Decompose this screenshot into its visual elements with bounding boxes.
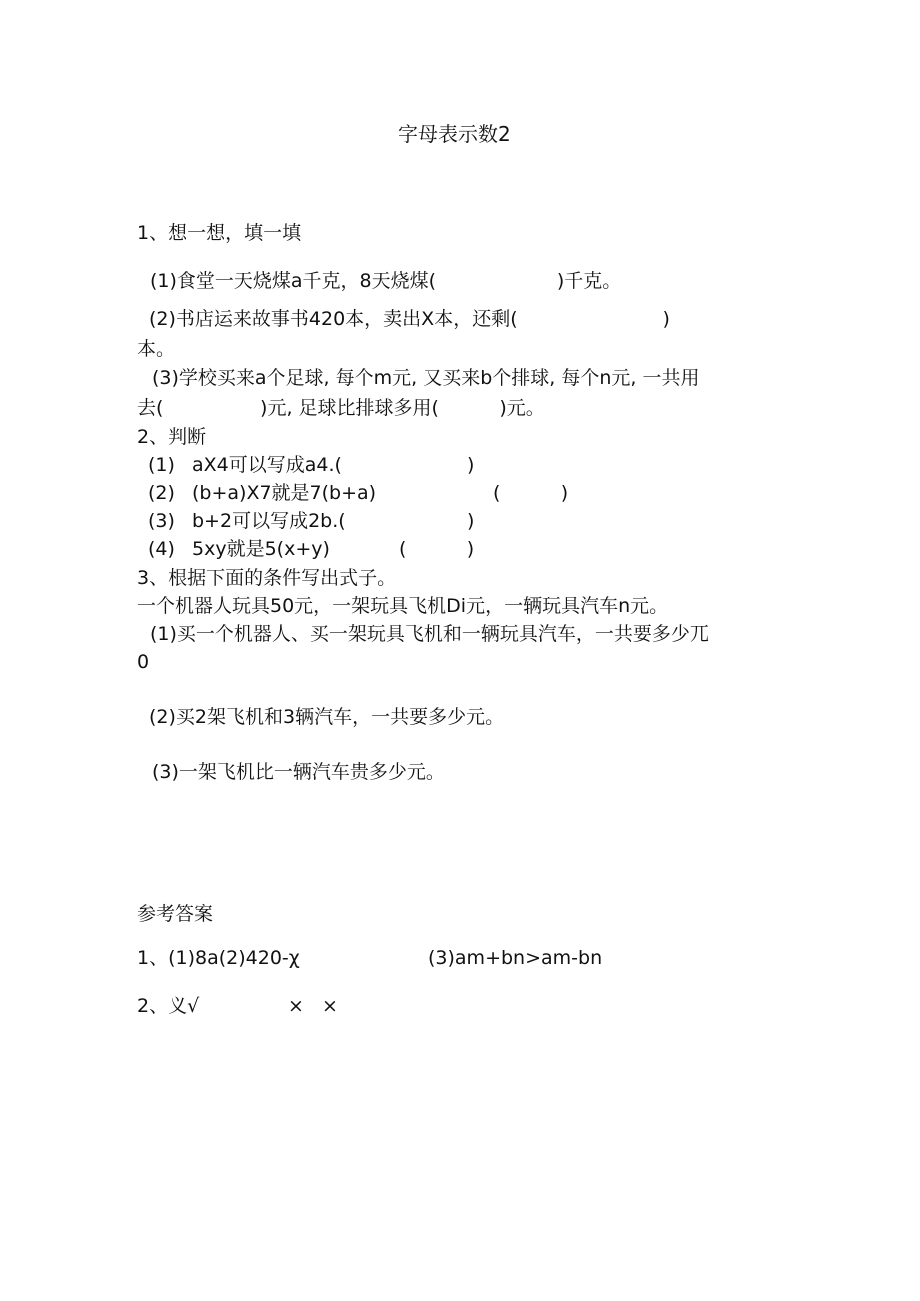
section1-q2-line1: (2)书店运来故事书420本，卖出X本，还剩( ) bbox=[149, 308, 670, 330]
section2-heading: 2、判断 bbox=[137, 426, 207, 448]
judge-item-2-paren: ( ) bbox=[493, 482, 569, 504]
section1-q1: (1)食堂一天烧煤a千克，8天烧煤( )千克。 bbox=[150, 270, 622, 292]
page-title: 字母表示数2 bbox=[398, 122, 511, 146]
judge-item-1-text: aX4可以写成a4.( bbox=[192, 454, 342, 476]
judge-item-3-text: b+2可以写成2b.( bbox=[192, 510, 346, 532]
judge-item-4-text: 5xy就是5(x+y) bbox=[192, 538, 330, 560]
answers-line1-part1: 1、(1)8a(2)420-χ bbox=[137, 947, 300, 969]
section3-q1-line2: 0 bbox=[137, 651, 150, 673]
answers-line2-part2: × × bbox=[288, 995, 338, 1017]
section3-q1-line1: (1)买一个机器人、买一架玩具飞机和一辆玩具汽车，一共要多少兀 bbox=[150, 623, 709, 645]
judge-item-1-num: (1) bbox=[148, 454, 175, 476]
answers-heading: 参考答案 bbox=[137, 903, 214, 925]
judge-item-1-paren: ) bbox=[467, 454, 475, 476]
judge-item-2-num: (2) bbox=[148, 482, 175, 504]
section1-q3-line1: (3)学校买来a个足球, 每个m元, 又买来b个排球, 每个n元, 一共用 bbox=[152, 367, 700, 389]
judge-item-4-num: (4) bbox=[148, 538, 175, 560]
section3-q3: (3)一架飞机比一辆汽车贵多少元。 bbox=[152, 761, 445, 783]
judge-item-3-num: (3) bbox=[148, 510, 175, 532]
judge-item-3-paren: ) bbox=[467, 510, 475, 532]
section3-q2: (2)买2架飞机和3辆汽车，一共要多少元。 bbox=[149, 706, 505, 728]
section1-heading: 1、想一想，填一填 bbox=[137, 222, 302, 244]
judge-item-2-text: (b+a)X7就是7(b+a) bbox=[192, 482, 377, 504]
section1-q2-line2: 本。 bbox=[137, 338, 176, 360]
answers-line1-part2: (3)am+bn>am-bn bbox=[428, 947, 603, 969]
judge-item-4-paren: ( ) bbox=[399, 538, 475, 560]
section1-q3-line2: 去( )元, 足球比排球多用( )元。 bbox=[137, 397, 545, 419]
section3-intro: 一个机器人玩具50元，一架玩具飞机Di元，一辆玩具汽车n元。 bbox=[137, 595, 669, 617]
answers-line2-part1: 2、义√ bbox=[137, 995, 200, 1017]
section3-heading: 3、根据下面的条件写出式子。 bbox=[137, 567, 397, 589]
